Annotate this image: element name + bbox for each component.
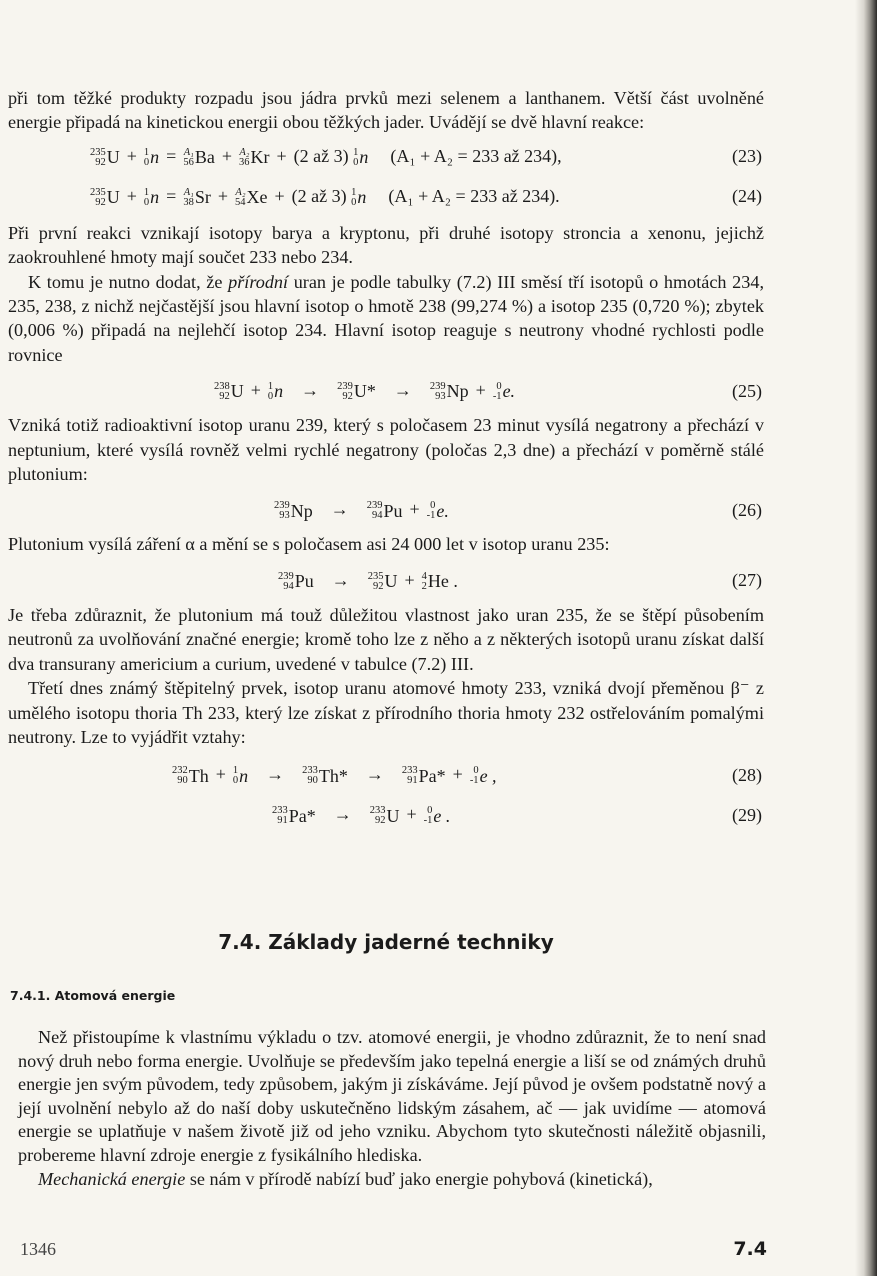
equation-number: (24) — [732, 186, 762, 207]
paragraph-uranium-233: Třetí dnes známý štěpitelný prvek, isotop uranu atomové hmoty 233, vzniká dvojí přeměnou β⁻ z umělého isotopu thoria Th 233, který lze získat z přírodního thoria hmoty 232 ostřelováním pomalými neutrony. Lze to vyjádřit vztahy: — [8, 678, 764, 747]
paragraph-fission-intro: při tom těžké produkty rozpadu jsou jádra prvků mezi selenem a lanthanem. Větší část uvolněné energie připadá na kinetickou energii obou těžkých jader. Uvádějí se dvě hlavní reakce: — [8, 88, 764, 133]
paragraph-neptunium: Vzniká totiž radioaktivní isotop uranu 239, který s poločasem 23 minut vysílá negatrony a přechází v neptunium, které vysílá rovněž velmi rychlé negatrony (poločas 2,3 dne) a přechází v poměrně stálé plutonium: — [8, 415, 764, 485]
nuclide-krypton: A₂ 36 Kr — [238, 146, 270, 168]
paragraph-plutonium-decay: Plutonium vysílá záření α a mění se s poločasem asi 24 000 let v isotop uranu 235: — [8, 534, 610, 555]
equation-26-body: 239 93 Np → 239 94 Pu + 0 -1 e. — [274, 499, 449, 522]
equation-29-body: 233 91 Pa* → 233 92 U + 0 -1 e . — [272, 804, 451, 826]
atomic-energy-section — [18, 1026, 766, 1191]
nuclide-pu239: 239 94 Pu — [278, 570, 314, 592]
equation-28-body: 232 90 Th + 1 0 n → 233 90 Th* → 233 91 Pa* + 0 -1 e , — [172, 764, 497, 786]
equation-number: (23) — [732, 146, 762, 167]
equation-number: (25) — [732, 380, 762, 401]
equation-27 — [8, 561, 764, 601]
equation-number: (29) — [732, 804, 762, 825]
nuclide-neutron: 1 0 n — [143, 146, 160, 168]
paragraph-natural-uranium: K tomu je nutno dodat, že přírodní uran je podle tabulky (7.2) III směsí tří isotopů o hmotách 234, 235, 238, z nichž nejčastější jsou hlavní isotop o hmotě 238 (99,274 %) a isotop 235 (0,720 %); zbytek (0,006 %) připadá na nejlehčí isotop 234. Hlavní isotop reaguje s neutrony vhodné rychlosti podle rovnice — [8, 271, 764, 365]
nuclide-np239: 239 93 Np — [429, 380, 469, 402]
nuclide-pa233: 233 91 Pa* — [401, 765, 446, 786]
equation-23-body: 235 92 U + 1 0 n = A₁ 56 Ba + A₂ 36 Kr + (2 až 3) 1 0 n (A₁ + A₂ = 233 až 234), — [90, 145, 562, 168]
section-heading: 7.4. Základy jaderné techniky — [218, 930, 554, 954]
equation-number: (26) — [732, 499, 762, 520]
nuclide-u235: 235 92 U — [90, 146, 120, 168]
nuclide-u238: 238 92 U — [214, 380, 244, 402]
paragraph-atomic-energy: Než přistoupíme k vlastnímu výkladu o tzv. atomové energii, je vhodno zdůraznit, že to není snad nový druh nebo forma energie. Uvolňuje se především jako tepelná energie a liší se od známých druhů energie jen svým původem, tedy způsobem, jakým ji získáváme. Její původ je ovšem podstatně nový a její uvolnění nebylo až do naší doby uskutečněno lidským zásahem, ač — jak uvidíme — atomová energie se uplatňuje v našem životě již od jeho vzniku. Abychom tyto skutečnosti náležitě objasnili, probereme hlavní zdroje energie z fysikálního hlediska. — [18, 1027, 766, 1165]
nuclide-u235: 235 92 U — [90, 186, 120, 208]
equation-25-body: 238 92 U + 1 0 n → 239 92 U* → 239 93 Np + 0 -1 e. — [214, 380, 516, 402]
nuclide-xenon: A₂ 54 Xe — [234, 186, 268, 208]
equation-23 — [8, 137, 764, 177]
equation-number: (28) — [732, 764, 762, 785]
nuclide-neutron: 1 0 n — [232, 765, 249, 786]
page-number: 1346 — [20, 1239, 56, 1259]
section-marker: 7.4 — [733, 1238, 767, 1260]
nuclide-electron: 0 -1 e , — [469, 765, 497, 786]
page-content — [8, 86, 764, 835]
equation-26 — [8, 490, 764, 530]
equation-27-body: 239 94 Pu → 235 92 U + 4 2 He . — [278, 569, 458, 592]
nuclide-u233: 233 92 U — [369, 805, 400, 826]
equation-29 — [8, 795, 764, 835]
nuclide-u235: 235 92 U — [367, 570, 398, 592]
nuclide-pu239: 239 94 Pu — [366, 500, 403, 522]
nuclide-neutron: 1 0 n — [143, 186, 160, 208]
equation-28 — [8, 755, 764, 795]
nuclide-electron: 0 -1 e . — [423, 805, 451, 826]
equation-24 — [8, 177, 764, 217]
nuclide-u239: 239 92 U* — [337, 380, 376, 402]
paragraph-plutonium-fission: Je třeba zdůraznit, že plutonium má touž důležitou vlastnost jako uran 235, že se štěpí působením neutronů za uvolňování značné energie; kromě toho lze z něho a z některých isotopů uranu získat další dva transurany americium a curium, uvedené v tabulce (7.2) III. — [8, 604, 764, 674]
equation-24-body: 235 92 U + 1 0 n = A₁ 38 Sr + A₂ 54 Xe + (2 až 3) 1 0 n (A₁ + A₂ = 233 až 234). — [90, 185, 560, 208]
subsection-heading: 7.4.1. Atomová energie — [10, 988, 176, 1003]
book-binding-shadow — [855, 0, 877, 1276]
equation-25 — [8, 371, 764, 411]
paragraph-isotopes: Při první reakci vznikají isotopy barya a kryptonu, při druhé isotopy stroncia a xenonu, jejichž zaokrouhlené hmoty mají součet 233 nebo 234. — [8, 222, 764, 268]
nuclide-neutron: 1 0 n — [267, 380, 284, 402]
nuclide-electron: 0 -1 e. — [426, 500, 449, 522]
nuclide-neutron: 1 0 n — [353, 146, 369, 168]
nuclide-barium: A₁ 56 Ba — [183, 146, 215, 168]
nuclide-electron: 0 -1 e. — [492, 380, 516, 402]
nuclide-pa233: 233 91 Pa* — [272, 805, 316, 826]
equation-number: (27) — [732, 570, 762, 591]
nuclide-np239: 239 93 Np — [274, 500, 313, 522]
nuclide-th233: 233 90 Th* — [302, 765, 348, 786]
nuclide-strontium: A₁ 38 Sr — [183, 186, 211, 208]
nuclide-th232: 232 90 Th — [172, 765, 209, 786]
nuclide-helium: 4 2 He . — [421, 570, 458, 592]
paragraph-mechanical-energy: Mechanická energie se nám v přírodě nabízí buď jako energie pohybová (kinetická), — [38, 1168, 653, 1189]
nuclide-neutron: 1 0 n — [351, 186, 367, 208]
